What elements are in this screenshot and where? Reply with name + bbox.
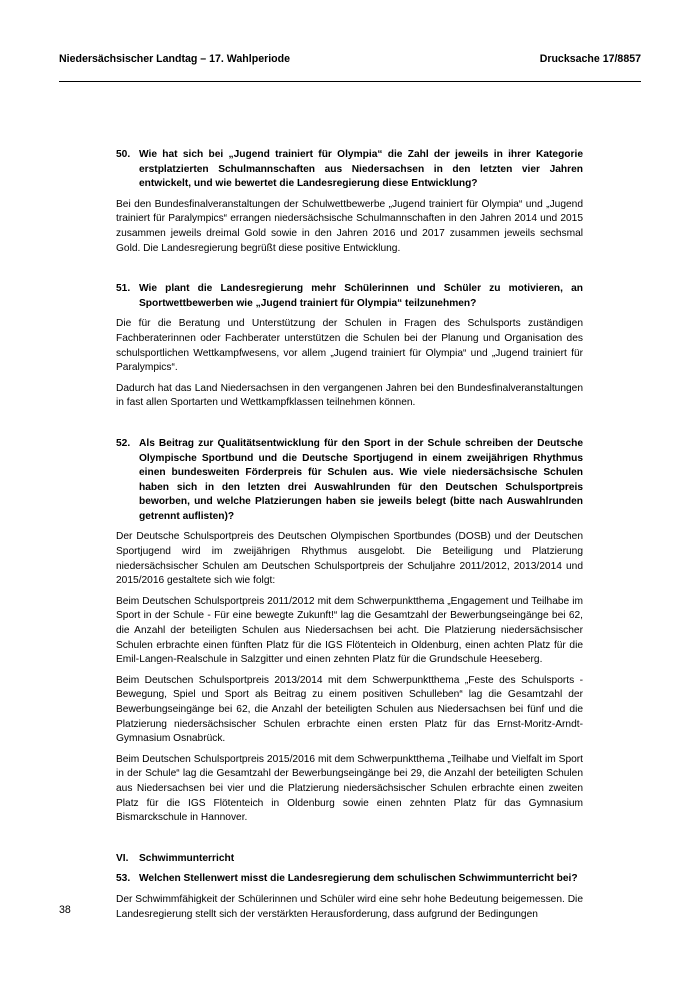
answer-paragraph: Bei den Bundesfinalveranstaltungen der Schulwettbewerbe „Jugend trainiert für Olympia“ und „Jugend trainiert für Paralympics“ errangen niedersächsische Schulmannschaften in den Jahren 2014 und 2015 zusammen jeweils dreimal Gold sowie in den Jahren 2016 und 2017 zusammen jeweils sechsmal Gold. Die Landesregierung begrüßt diese positive Entwicklung. — [116, 198, 583, 254]
question-53 — [116, 872, 583, 887]
answer-paragraph: Der Deutsche Schulsportpreis des Deutschen Olympischen Sportbundes (DOSB) und der Deutschen Sportjugend wird im zweijährigen Rhythmus ausgelobt. Die Beteiligung und Platzierung niedersächsischer Schulen am Deutschen Schulsportpreis der Schuljahre 2011/2012, 2013/2014 und 2015/2016 gestaltete sich wie folgt: — [116, 531, 583, 587]
question-50 — [116, 148, 583, 192]
question-number: 52. — [116, 437, 131, 449]
page-header — [59, 53, 641, 69]
question-number: 50. — [116, 149, 131, 160]
section-title: Schwimmunterricht — [139, 852, 235, 864]
question-52 — [116, 437, 583, 525]
page-number: 38 — [59, 904, 71, 916]
answer-paragraph: Der Schwimmfähigkeit der Schülerinnen und Schüler wird eine sehr hohe Bedeutung beigemessen. Die Landesregierung stellt sich der verstärkten Herausforderung, dass aufgrund der Bedingungen — [116, 893, 583, 920]
question-number: 53. — [116, 873, 131, 885]
section-heading — [116, 852, 583, 867]
header-document-number: Drucksache 17/8857 — [539, 53, 641, 65]
question-text: Wie hat sich bei „Jugend trainiert für Olympia“ die Zahl der jeweils in ihrer Kategorie erstplatzierten Schulmannschaften aus Niedersachsen in den letzten vier Jahren entwickelt, und wie bewertet die Landesregierung diese Entwicklung? — [139, 149, 583, 190]
header-parliament: Niedersächsischer Landtag – 17. Wahlperiode — [59, 53, 290, 65]
answer-paragraph: Beim Deutschen Schulsportpreis 2013/2014 mit dem Schwerpunktthema „Feste des Schulsports - Bewegung, Spiel und Sport als Beitrag zu einem positiven Schulleben“ lag die Gesamtzahl der Bewerbungseingänge bei 62, die Anzahl der beteiligten Schulen aus Niedersachsen bei fünf und die Platzierung niedersächsischer Schulen erbrachte einen ersten Platz für das Ernst-Moritz-Arndt-Gymnasium Osnabrück. — [116, 674, 583, 745]
question-51 — [116, 282, 583, 311]
document-body — [116, 148, 583, 922]
question-text: Wie plant die Landesregierung mehr Schülerinnen und Schüler zu motivieren, an Sportwettbewerben wie „Jugend trainiert für Olympia“ teilzunehmen? — [139, 283, 583, 309]
question-number: 51. — [116, 283, 131, 295]
answer-paragraph: Beim Deutschen Schulsportpreis 2015/2016 mit dem Schwerpunktthema „Teilhabe und Vielfalt im Sport in der Schule“ lag die Gesamtzahl der Bewerbungseingänge bei 29, die Anzahl der beteiligten Schulen aus Niedersachsen bei vier und die Platzierung niedersächsischer Schulen erbrachte einen zweiten Platz für die IGS Flötenteich in Oldenburg sowie einen zehnten Platz für das Gymnasium Bismarckschule in Hannover. — [116, 753, 583, 824]
answer-paragraph: Beim Deutschen Schulsportpreis 2011/2012 mit dem Schwerpunktthema „Engagement und Teilhabe im Sport in der Schule - Für eine bewegte Zukunft!“ lag die Gesamtzahl der Bewerbungseingänge bei 62, die Anzahl der beteiligten Schulen aus Niedersachsen bei acht. Die Platzierung niedersächsischer Schulen erbrachte einen fünften Platz für die IGS Flötenteich in Oldenburg, einen achten Platz für die Emil-Langen-Realschule in Salzgitter und einen zehnten Platz für die Grundschule Heeseberg. — [116, 595, 583, 666]
question-text: Welchen Stellenwert misst die Landesregierung dem schulischen Schwimmunterricht bei? — [139, 873, 578, 885]
answer-paragraph: Dadurch hat das Land Niedersachsen in den vergangenen Jahren bei den Bundesfinalveranstaltungen in fast allen Sportarten und Wettkampfklassen teilnehmen können. — [116, 382, 583, 409]
section-number: VI. — [116, 852, 129, 864]
question-text: Als Beitrag zur Qualitätsentwicklung für den Sport in der Schule schreiben der Deutsche Olympische Sportbund und die Deutsche Sportjugend in einem zweijährigen Rhythmus einen bundesweiten Förderpreis für Schulen aus. Wie viele niedersächsische Schulen haben sich in den letzten drei Auswahlrunden für den Deutschen Schulsportpreis beworben, und welche Platzierungen haben sie jeweils belegt (bitte nach Auswahlrunden getrennt auflisten)? — [139, 437, 583, 522]
header-rule — [59, 81, 641, 82]
answer-paragraph: Die für die Beratung und Unterstützung der Schulen in Fragen des Schulsports zuständigen Fachberaterinnen oder Fachberater unterstützen die Schulen bei der Planung und Organisation des schulsportlichen Wettkampfwesens, vor allem „Jugend trainiert für Olympia“ und „Jugend trainiert für Paralympics“. — [116, 318, 583, 374]
